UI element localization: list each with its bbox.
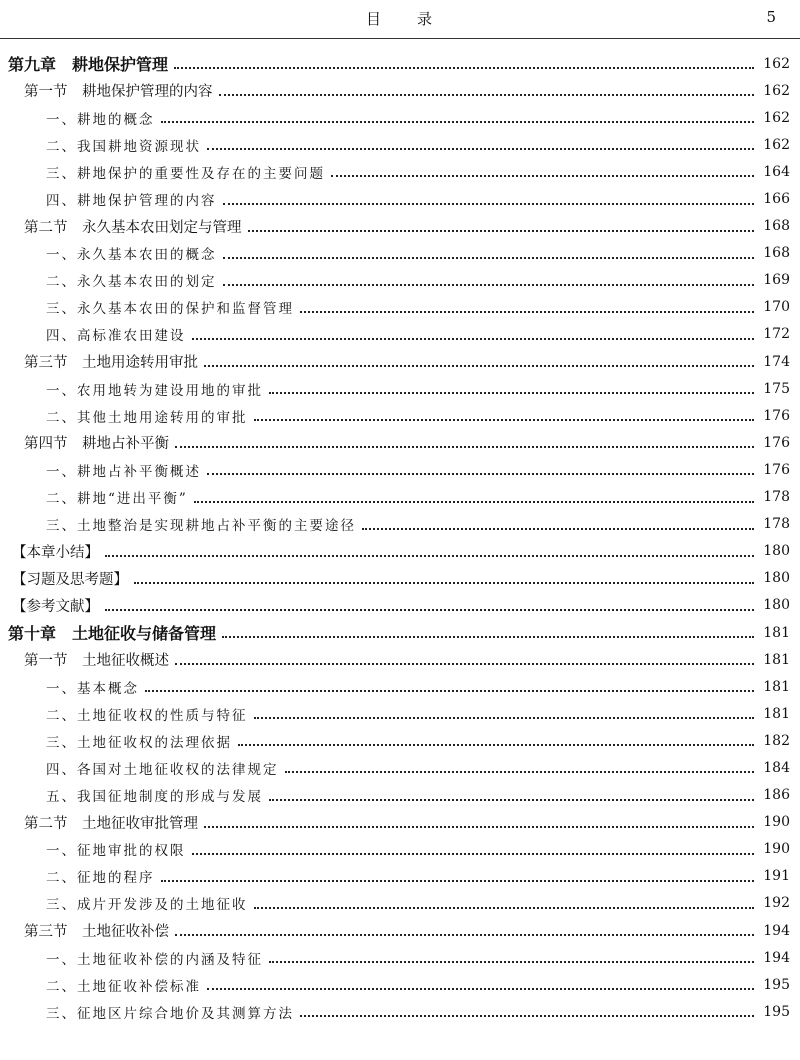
dot-leader bbox=[145, 689, 754, 692]
dot-leader bbox=[300, 1014, 754, 1017]
dot-leader bbox=[207, 147, 754, 150]
toc-entry-item[interactable] bbox=[0, 863, 800, 890]
toc-entry-section[interactable] bbox=[0, 917, 800, 944]
toc-entry-page-number: 175 bbox=[763, 380, 790, 397]
toc-entry-title: 四、高标准农田建设 bbox=[46, 328, 186, 345]
dot-leader bbox=[161, 879, 755, 882]
toc-entry-page-number: 176 bbox=[763, 434, 790, 451]
toc-entry-page-number: 191 bbox=[763, 868, 790, 885]
dot-leader bbox=[175, 662, 754, 665]
toc-entry-page-number: 181 bbox=[763, 651, 790, 668]
toc-entry-page-number: 162 bbox=[763, 136, 790, 153]
toc-entry-page-number: 184 bbox=[763, 759, 790, 776]
toc-entry-title: 一、永久基本农田的概念 bbox=[46, 247, 217, 264]
toc-entry-item[interactable] bbox=[0, 375, 800, 402]
toc-entry-title: 五、我国征地制度的形成与发展 bbox=[46, 789, 263, 806]
toc-entry-title: 三、征地区片综合地价及其测算方法 bbox=[46, 1005, 294, 1022]
toc-entry-page-number: 186 bbox=[763, 787, 790, 804]
toc-entry-page-number: 176 bbox=[763, 407, 790, 424]
toc-entry-page-number: 192 bbox=[763, 895, 790, 912]
dot-leader bbox=[175, 933, 754, 936]
dot-leader bbox=[207, 472, 754, 475]
toc-entry-page-number: 162 bbox=[763, 82, 790, 99]
toc-entry-title: 三、耕地保护的重要性及存在的主要问题 bbox=[46, 165, 325, 182]
toc-entry-item[interactable] bbox=[0, 998, 800, 1025]
dot-leader bbox=[269, 391, 754, 394]
dot-leader bbox=[175, 445, 754, 448]
dot-leader bbox=[269, 960, 754, 963]
toc-entry-page-number: 176 bbox=[763, 461, 790, 478]
toc-entry-page-number: 162 bbox=[763, 55, 790, 72]
dot-leader bbox=[207, 987, 754, 990]
toc-entry-title: 二、耕地“进出平衡” bbox=[46, 491, 188, 508]
dot-leader bbox=[192, 852, 755, 855]
toc-entry-page-number: 181 bbox=[763, 705, 790, 722]
toc-entry-item[interactable] bbox=[0, 185, 800, 212]
toc-entry-item[interactable] bbox=[0, 727, 800, 754]
toc-entry-page-number: 178 bbox=[763, 516, 790, 533]
header-title: 目 录 bbox=[365, 10, 434, 28]
toc-entry-title: 二、征地的程序 bbox=[46, 870, 155, 887]
dot-leader bbox=[161, 120, 755, 123]
toc-entry-page-number: 181 bbox=[763, 678, 790, 695]
dot-leader bbox=[285, 770, 755, 773]
toc-entry-section[interactable] bbox=[0, 429, 800, 456]
dot-leader bbox=[223, 283, 755, 286]
dot-leader bbox=[254, 418, 755, 421]
dot-leader bbox=[331, 174, 754, 177]
dot-leader bbox=[223, 202, 755, 205]
dot-leader bbox=[134, 581, 754, 584]
toc-entry-title: 二、土地征收补偿标准 bbox=[46, 978, 201, 995]
toc-entry-title: 一、征地审批的权限 bbox=[46, 843, 186, 860]
toc-entry-item[interactable] bbox=[0, 104, 800, 131]
toc-entry-item[interactable] bbox=[0, 240, 800, 267]
toc-entry-title: 二、其他土地用途转用的审批 bbox=[46, 409, 248, 426]
header-page-number: 5 bbox=[766, 8, 776, 26]
toc-entry-title: 三、土地整治是实现耕地占补平衡的主要途径 bbox=[46, 518, 356, 535]
toc-entry-page-number: 168 bbox=[763, 245, 790, 262]
toc-entry-section[interactable] bbox=[0, 809, 800, 836]
toc-entry-page-number: 181 bbox=[763, 624, 790, 641]
dot-leader bbox=[219, 93, 755, 96]
toc-entry-item[interactable] bbox=[0, 321, 800, 348]
dot-leader bbox=[362, 527, 754, 530]
dot-leader bbox=[105, 608, 754, 611]
dot-leader bbox=[269, 798, 754, 801]
toc-entry-item[interactable] bbox=[0, 971, 800, 998]
toc-entry-item[interactable] bbox=[0, 131, 800, 158]
toc-entry-title: 四、耕地保护管理的内容 bbox=[46, 193, 217, 210]
toc-entry-page-number: 190 bbox=[763, 814, 790, 831]
toc-entry-section[interactable] bbox=[0, 348, 800, 375]
dot-leader bbox=[238, 743, 754, 746]
toc-entry-page-number: 174 bbox=[763, 353, 790, 370]
toc-entry-title: 第三节 土地征收补偿 bbox=[24, 924, 169, 941]
page-header bbox=[0, 0, 800, 39]
toc-entry-title: 【本章小结】 bbox=[12, 544, 99, 561]
toc-entry-title: 三、成片开发涉及的土地征收 bbox=[46, 897, 248, 914]
toc-entry-title: 第四节 耕地占补平衡 bbox=[24, 436, 169, 453]
toc-entry-page-number: 194 bbox=[763, 949, 790, 966]
toc-entry-item[interactable] bbox=[0, 294, 800, 321]
toc-entry-title: 三、永久基本农田的保护和监督管理 bbox=[46, 301, 294, 318]
dot-leader bbox=[194, 500, 754, 503]
toc-entry-page-number: 164 bbox=[763, 163, 790, 180]
toc-entry-title: 第九章 耕地保护管理 bbox=[8, 55, 169, 75]
toc-entry-page-number: 180 bbox=[763, 597, 790, 614]
toc-entry-chapter[interactable] bbox=[0, 50, 800, 77]
toc-entry-section[interactable] bbox=[0, 77, 800, 104]
toc-entry-page-number: 195 bbox=[763, 1003, 790, 1020]
toc-entry-title: 二、我国耕地资源现状 bbox=[46, 138, 201, 155]
toc-entry-item[interactable] bbox=[0, 782, 800, 809]
toc-entry-page-number: 172 bbox=[763, 326, 790, 343]
toc-entry-title: 一、耕地占补平衡概述 bbox=[46, 463, 201, 480]
toc-entry-page-number: 190 bbox=[763, 841, 790, 858]
toc-entry-title: 一、基本概念 bbox=[46, 680, 139, 697]
dot-leader bbox=[192, 337, 755, 340]
toc-entry-page-number: 166 bbox=[763, 191, 790, 208]
toc-entry-page-number: 195 bbox=[763, 976, 790, 993]
toc-entry-item[interactable] bbox=[0, 511, 800, 538]
dot-leader bbox=[222, 635, 754, 638]
toc-entry-title: 四、各国对土地征收权的法律规定 bbox=[46, 761, 279, 778]
dot-leader bbox=[223, 256, 755, 259]
toc-entry-misc[interactable] bbox=[0, 565, 800, 592]
toc-entry-item[interactable] bbox=[0, 402, 800, 429]
toc-entry-item[interactable] bbox=[0, 836, 800, 863]
toc-entry-misc[interactable] bbox=[0, 538, 800, 565]
toc-entry-page-number: 169 bbox=[763, 272, 790, 289]
toc-entry-title: 【参考文献】 bbox=[12, 598, 99, 615]
toc-entry-title: 第二节 永久基本农田划定与管理 bbox=[24, 219, 242, 236]
toc-entry-title: 三、土地征收权的法理依据 bbox=[46, 734, 232, 751]
toc-entry-title: 一、农用地转为建设用地的审批 bbox=[46, 382, 263, 399]
toc-entry-page-number: 170 bbox=[763, 299, 790, 316]
toc-entry-item[interactable] bbox=[0, 700, 800, 727]
toc-entry-page-number: 168 bbox=[763, 218, 790, 235]
toc-entry-item[interactable] bbox=[0, 754, 800, 781]
dot-leader bbox=[204, 364, 754, 367]
toc-entry-page-number: 180 bbox=[763, 570, 790, 587]
toc-entry-item[interactable] bbox=[0, 890, 800, 917]
toc-entry-title: 第十章 土地征收与储备管理 bbox=[8, 624, 217, 644]
toc-entry-title: 【习题及思考题】 bbox=[12, 571, 128, 588]
table-of-contents bbox=[0, 50, 800, 1025]
dot-leader bbox=[254, 716, 755, 719]
toc-entry-item[interactable] bbox=[0, 456, 800, 483]
toc-entry-page-number: 162 bbox=[763, 109, 790, 126]
toc-entry-item[interactable] bbox=[0, 158, 800, 185]
dot-leader bbox=[204, 825, 754, 828]
toc-entry-page-number: 194 bbox=[763, 922, 790, 939]
dot-leader bbox=[174, 66, 754, 69]
toc-entry-item[interactable] bbox=[0, 944, 800, 971]
toc-entry-title: 二、永久基本农田的划定 bbox=[46, 274, 217, 291]
dot-leader bbox=[300, 310, 754, 313]
toc-entry-page-number: 182 bbox=[763, 732, 790, 749]
toc-entry-item[interactable] bbox=[0, 673, 800, 700]
toc-entry-title: 第一节 耕地保护管理的内容 bbox=[24, 84, 213, 101]
toc-entry-title: 第一节 土地征收概述 bbox=[24, 653, 169, 670]
dot-leader bbox=[105, 554, 754, 557]
toc-entry-misc[interactable] bbox=[0, 592, 800, 619]
toc-entry-title: 一、耕地的概念 bbox=[46, 111, 155, 128]
toc-entry-section[interactable] bbox=[0, 646, 800, 673]
toc-entry-item[interactable] bbox=[0, 484, 800, 511]
toc-entry-title: 二、土地征收权的性质与特征 bbox=[46, 707, 248, 724]
toc-entry-title: 第三节 土地用途转用审批 bbox=[24, 355, 198, 372]
dot-leader bbox=[254, 906, 755, 909]
toc-entry-title: 一、土地征收补偿的内涵及特征 bbox=[46, 951, 263, 968]
toc-entry-title: 第二节 土地征收审批管理 bbox=[24, 815, 198, 832]
toc-entry-chapter[interactable] bbox=[0, 619, 800, 646]
dot-leader bbox=[248, 229, 755, 232]
toc-entry-page-number: 180 bbox=[763, 543, 790, 560]
toc-entry-page-number: 178 bbox=[763, 489, 790, 506]
toc-entry-item[interactable] bbox=[0, 267, 800, 294]
toc-entry-section[interactable] bbox=[0, 213, 800, 240]
